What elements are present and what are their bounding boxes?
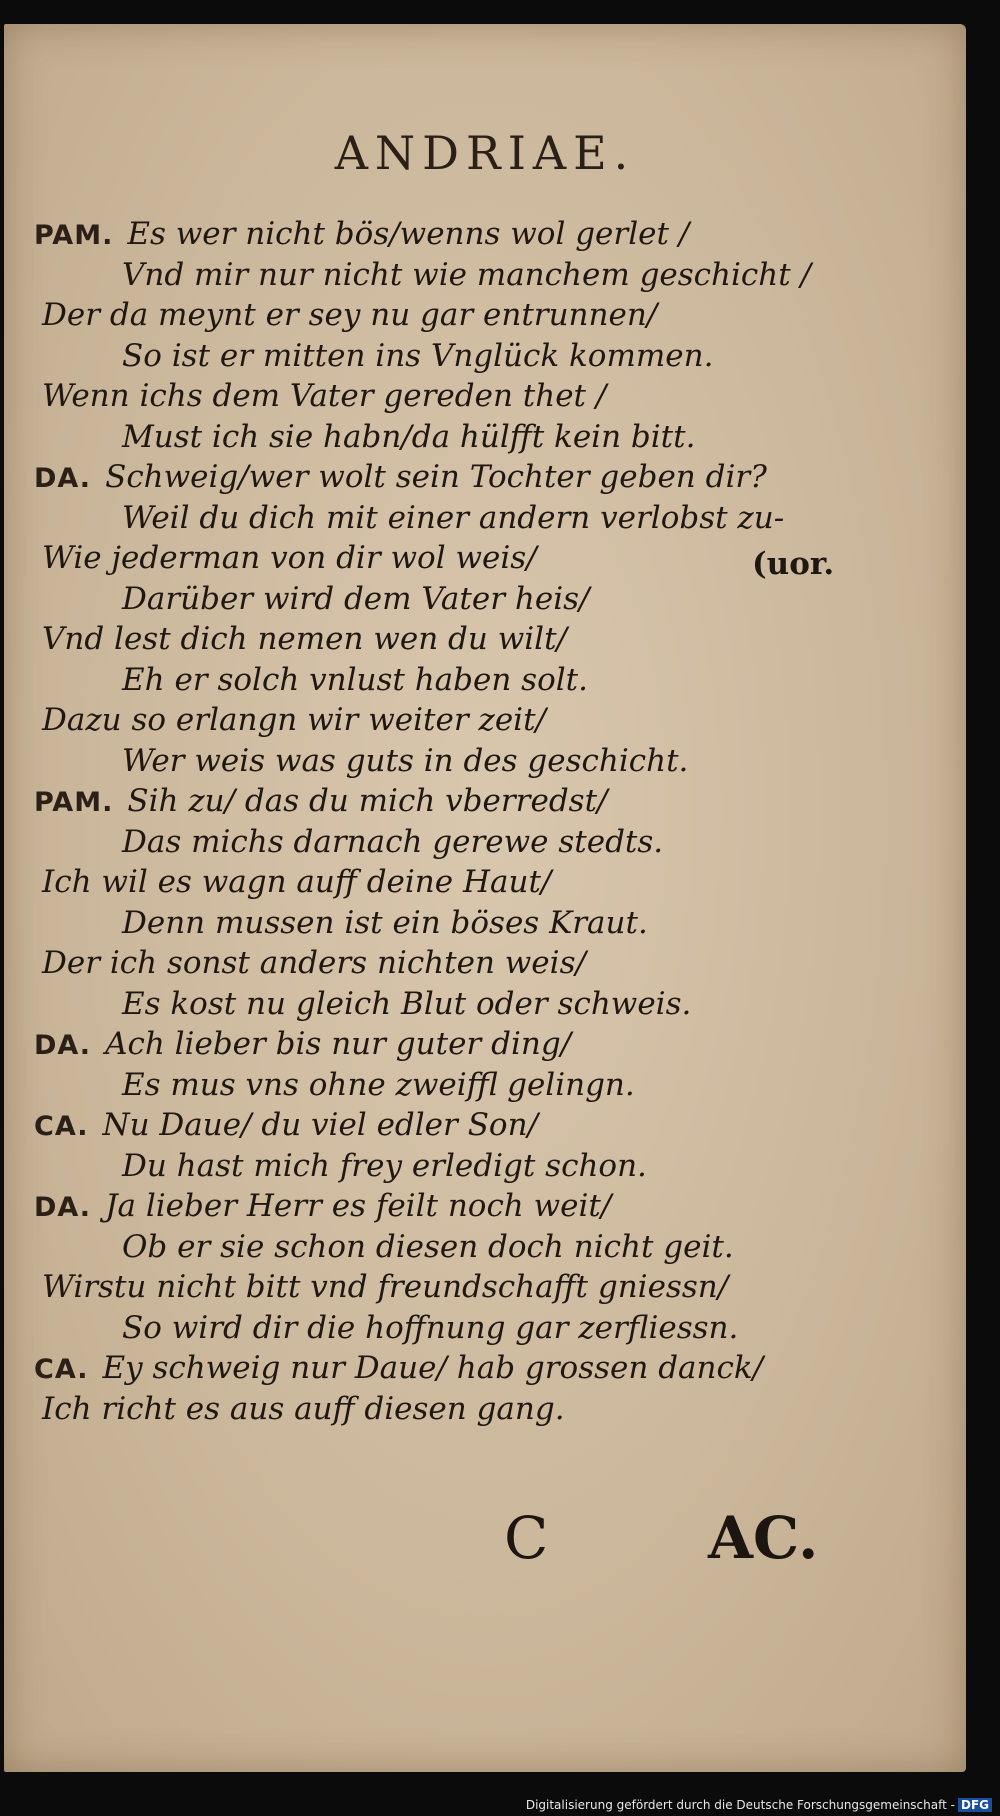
- verse-line: [34, 1024, 571, 1064]
- verse-line: [34, 457, 767, 497]
- verse-text: Ich wil es wagn auff deine Haut/: [42, 864, 552, 900]
- verse-line: [122, 822, 663, 862]
- verse-text: Weil du dich mit einer andern verlobst zu-: [122, 499, 785, 536]
- verse-line: [122, 417, 695, 457]
- verse-line: [122, 660, 588, 700]
- verse-text: Ob er sie schon diesen doch nicht geit.: [122, 1228, 734, 1265]
- verse-line: [122, 741, 688, 781]
- book-page: [4, 24, 966, 1772]
- verse-text: So wird dir die hoffnung gar zerfliessn.: [122, 1309, 739, 1346]
- verse-line: [42, 700, 546, 740]
- verse-text: Der da meynt er sey nu gar entrunnen/: [42, 297, 658, 333]
- verse-line: [34, 214, 689, 254]
- verse-text: Du hast mich frey erledigt schon.: [122, 1147, 647, 1184]
- verse-text: So ist er mitten ins Vnglück kommen.: [122, 337, 714, 374]
- verse-line: [122, 1065, 635, 1105]
- speaker-label: DA.: [34, 1192, 92, 1223]
- verse-line: [122, 1227, 734, 1267]
- verse-text: Es mus vns ohne zweiffl gelingn.: [122, 1066, 635, 1103]
- catchword: AC.: [708, 1504, 819, 1572]
- verse-text: Wer weis was guts in des geschicht.: [122, 742, 689, 779]
- speaker-label: CA.: [34, 1111, 89, 1142]
- verse-text: Denn mussen ist ein böses Kraut.: [122, 904, 648, 941]
- verse-line: [122, 1308, 738, 1348]
- verse-line: [122, 903, 648, 943]
- verse-text: Wenn ichs dem Vater gereden thet /: [42, 378, 607, 414]
- verse-line: [42, 619, 567, 659]
- verse-line: [122, 579, 589, 619]
- verse-text: Vnd lest dich nemen wen du wilt/: [42, 621, 567, 657]
- verse-line: [42, 1267, 728, 1307]
- verse-line: [42, 295, 657, 335]
- signature-mark: C: [504, 1504, 549, 1572]
- verse-text: Wirstu nicht bitt vnd freundschafft gniessn/: [42, 1269, 729, 1305]
- footer-text: Digitalisierung gefördert durch die Deutsche Forschungsgemeinschaft -: [525, 1798, 955, 1812]
- verse-text: Es kost nu gleich Blut oder schweis.: [122, 985, 692, 1022]
- speaker-label: PAM.: [34, 787, 114, 818]
- verse-line: [34, 1186, 611, 1226]
- verse-text: Sih zu/ das du mich vberredst/: [127, 783, 608, 819]
- speaker-label: DA.: [34, 463, 92, 494]
- verse-text: Vnd mir nur nicht wie manchem geschicht /: [122, 256, 811, 293]
- verse-line: [34, 1348, 763, 1388]
- verse-text: Must ich sie habn/da hülfft kein bitt.: [122, 418, 696, 455]
- verse-line: [122, 336, 713, 376]
- verse-line: [122, 984, 691, 1024]
- verse-line: [42, 1389, 565, 1429]
- verse-line: [34, 1105, 538, 1145]
- verse-line: [42, 862, 551, 902]
- verse-text: Schweig/wer wolt sein Tochter geben dir?: [105, 459, 767, 495]
- digitization-footer: [526, 1798, 992, 1812]
- verse-text: Darüber wird dem Vater heis/: [122, 580, 590, 617]
- verse-text: Der ich sonst anders nichten weis/: [42, 945, 586, 981]
- verse-text: Ach lieber bis nur guter ding/: [105, 1026, 572, 1062]
- turnover-word: (uor.: [752, 546, 835, 582]
- verse-line: [122, 255, 811, 295]
- speaker-label: CA.: [34, 1354, 89, 1385]
- speaker-label: DA.: [34, 1030, 92, 1061]
- verse-text: Wie jederman von dir wol weis/: [42, 540, 537, 576]
- dfg-logo: DFG: [958, 1798, 992, 1812]
- verse-text: Ey schweig nur Daue/ hab grossen danck/: [102, 1350, 764, 1386]
- verse-line: [122, 498, 784, 538]
- verse-line: [42, 376, 606, 416]
- verse-text: Dazu so erlangn wir weiter zeit/: [42, 702, 546, 738]
- verse-text: Es wer nicht bös/wenns wol gerlet /: [127, 216, 690, 252]
- verse-line: [42, 538, 537, 578]
- verse-line: [42, 943, 586, 983]
- verse-line: [34, 781, 608, 821]
- verse-text: Eh er solch vnlust haben solt.: [122, 661, 588, 698]
- verse-text: Das michs darnach gerewe stedts.: [122, 823, 664, 860]
- verse-text: Ja lieber Herr es feilt noch weit/: [105, 1188, 612, 1224]
- verse-line: [122, 1146, 647, 1186]
- running-head: ANDRIAE.: [334, 126, 636, 180]
- verse-text: Ich richt es aus auff diesen gang.: [42, 1390, 565, 1427]
- verse-text: Nu Daue/ du viel edler Son/: [102, 1107, 538, 1143]
- speaker-label: PAM.: [34, 220, 114, 251]
